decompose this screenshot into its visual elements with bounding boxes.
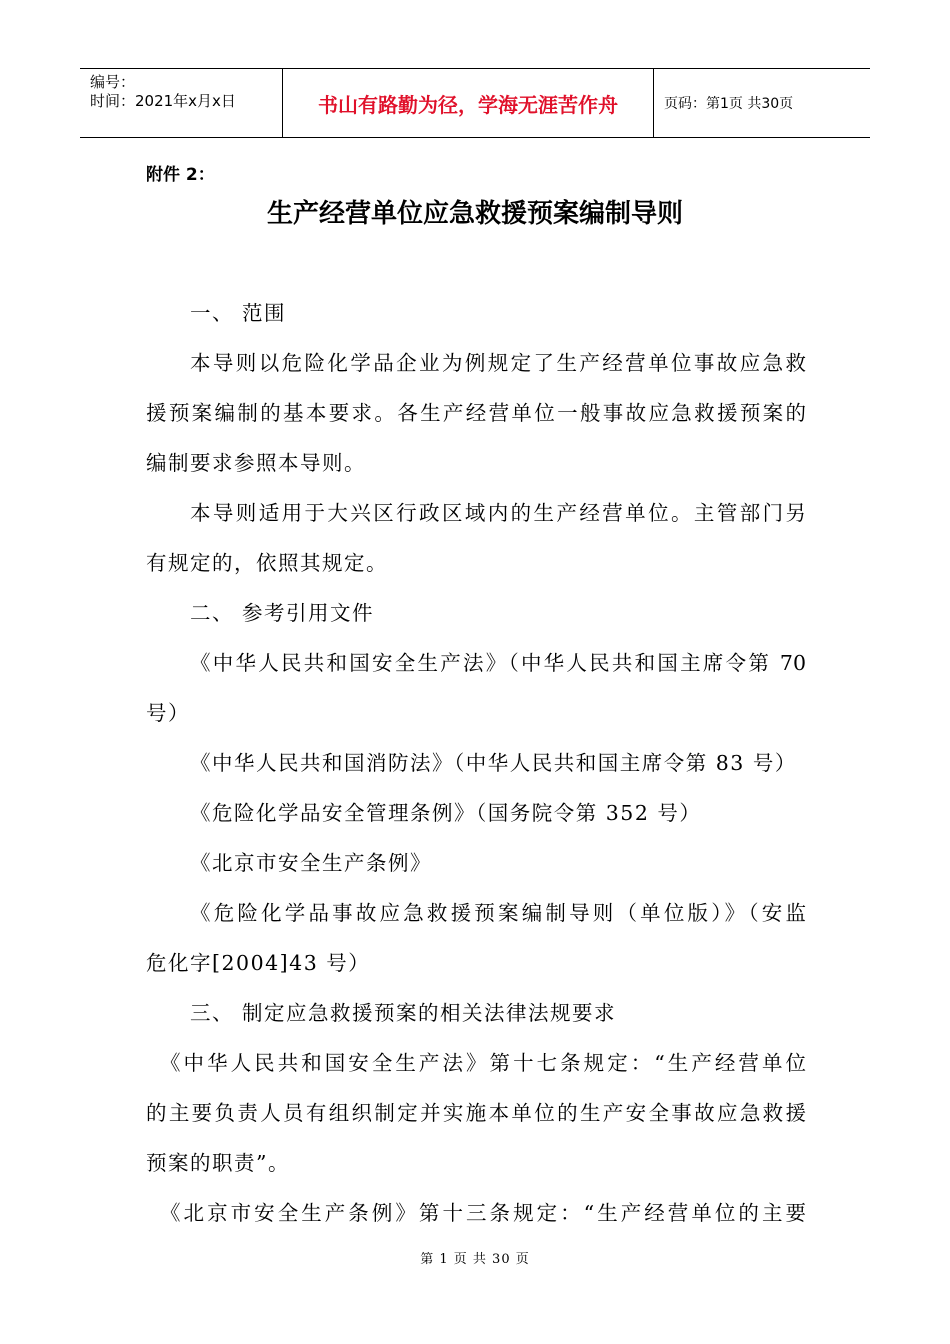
attachment-label: 附件 2： [146, 165, 215, 185]
paragraph-line: 援预案编制的基本要求。各生产经营单位一般事故应急救援预案的 [146, 401, 806, 425]
header-motto: 书山有路勤为径，学海无涯苦作舟 [282, 69, 654, 137]
paragraph-line: 有规定的，依照其规定。 [146, 551, 388, 575]
paragraph-line: 《中华人民共和国安全生产法》第十七条规定：“生产经营单位 [160, 1051, 806, 1075]
reference-line: 《北京市安全生产条例》 [190, 851, 432, 875]
doc-number-label: 编号： [90, 73, 136, 91]
reference-line: 《危险化学品事故应急救援预案编制导则（单位版）》（安监 [190, 901, 806, 925]
paragraph-line: 本导则以危险化学品企业为例规定了生产经营单位事故应急救 [190, 351, 806, 375]
reference-line: 《中华人民共和国消防法》（中华人民共和国主席令第 83 号） [190, 751, 797, 775]
section-heading-2: 二、 参考引用文件 [190, 601, 375, 625]
reference-line: 《中华人民共和国安全生产法》（中华人民共和国主席令第 70 [190, 651, 806, 675]
paragraph-line: 《北京市安全生产条例》第十三条规定：“生产经营单位的主要 [160, 1201, 806, 1225]
section-heading-3: 三、 制定应急救援预案的相关法律法规要求 [190, 1001, 617, 1025]
reference-line: 《危险化学品安全管理条例》（国务院令第 352 号） [190, 801, 702, 825]
header-page-info: 页码：第1页 共30页 [664, 96, 794, 112]
header-meta [80, 69, 282, 137]
paragraph-line: 的主要负责人员有组织制定并实施本单位的生产安全事故应急救援 [146, 1101, 806, 1125]
header-table [80, 68, 870, 138]
section-heading-1: 一、 范围 [190, 301, 287, 325]
reference-line: 号） [146, 701, 190, 725]
doc-time-label: 时间：2021年x月x日 [90, 92, 236, 110]
paragraph-line: 预案的职责”。 [146, 1151, 290, 1175]
reference-line: 危化字[2004]43 号） [146, 951, 371, 975]
page-footer: 第 1 页 共 30 页 [420, 1252, 530, 1267]
paragraph-line: 本导则适用于大兴区行政区域内的生产经营单位。主管部门另 [190, 501, 806, 525]
document-title: 生产经营单位应急救援预案编制导则 [266, 199, 683, 229]
paragraph-line: 编制要求参照本导则。 [146, 451, 366, 475]
